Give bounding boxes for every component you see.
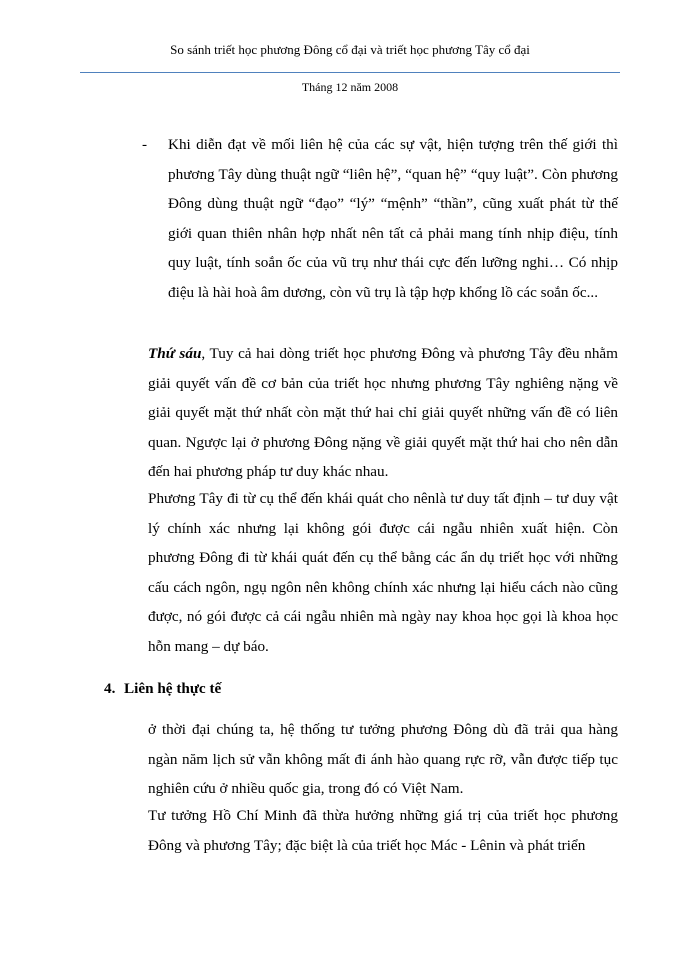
section-number: 4.	[104, 680, 116, 697]
paragraph-phuong-tay: Phương Tây đi từ cụ thể đến khái quát cho nênlà tư duy tất định – tư duy vật lý chính xác nhưng lại không gói được cái ngẫu nhiên xuất hiện. Còn phương Đông đi từ khái quát đến cụ thể bằng các ẩn dụ triết học với những cấu cách ngôn, ngụ ngôn nên không chính xác nhưng lại hiểu cách nào cũng được, nó gói được cả cái ngẫu nhiên mà ngày nay khoa học gọi là khoa học hỗn mang – dự báo.	[148, 490, 618, 655]
paragraph-ho-chi-minh: Tư tưởng Hồ Chí Minh đã thừa hưởng những giá trị của triết học phương Đông và phương Tây; đặc biệt là của triết học Mác - Lênin và phát triển	[148, 807, 618, 854]
section-heading-lien-he-thuc-te	[104, 677, 221, 701]
section-title: Liên hệ thực tế	[124, 680, 222, 697]
bullet-item-text: Khi diễn đạt về mối liên hệ của các sự vật, hiện tượng trên thế giới thì phương Tây dùng thuật ngữ “liên hệ”, “quan hệ” “quy luật”. Còn phương Đông dùng thuật ngữ “đạo” “lý” “mệnh” “thần”, cũng xuất phát từ thế giới quan thiên nhân hợp nhất nên tất cả phải mang tính nhịp điệu, tính quy luật, tính soắn ốc của vũ trụ như thái cực đến lưỡng nghi… Có nhịp điệu là hài hoà âm dương, còn vũ trụ là tập hợp khổng lồ các soắn ốc...	[168, 136, 618, 301]
bullet-item	[142, 130, 618, 307]
document-header-date: Tháng 12 năm 2008	[301, 80, 399, 94]
paragraph-thu-sau	[148, 339, 618, 487]
header-divider-line	[80, 72, 620, 73]
paragraph-thoi-dai: ở thời đại chúng ta, hệ thống tư tưởng phương Đông dù đã trải qua hàng ngàn năm lịch sử vẫn không mất đi ánh hào quang rực rỡ, vẫn được tiếp tục nghiên cứu ở nhiều quốc gia, trong đó có Việt Nam.	[148, 721, 618, 797]
paragraph-emphasis: Thứ sáu	[148, 345, 202, 362]
document-header-title: So sánh triết học phương Đông cổ đại và triết học phương Tây cổ đại	[170, 42, 530, 57]
paragraph-body-text: , Tuy cả hai dòng triết học phương Đông và phương Tây đều nhằm giải quyết vấn đề cơ bản của triết học nhưng phương Tây nghiêng nặng về giải quyết mặt thứ nhất còn mặt thứ hai chỉ giải quyết những vấn đề có liên quan. Ngược lại ở phương Đông nặng về giải quyết mặt thứ hai cho nên dẫn đến hai phương pháp tư duy khác nhau.	[148, 345, 618, 480]
bullet-marker: -	[142, 136, 148, 153]
